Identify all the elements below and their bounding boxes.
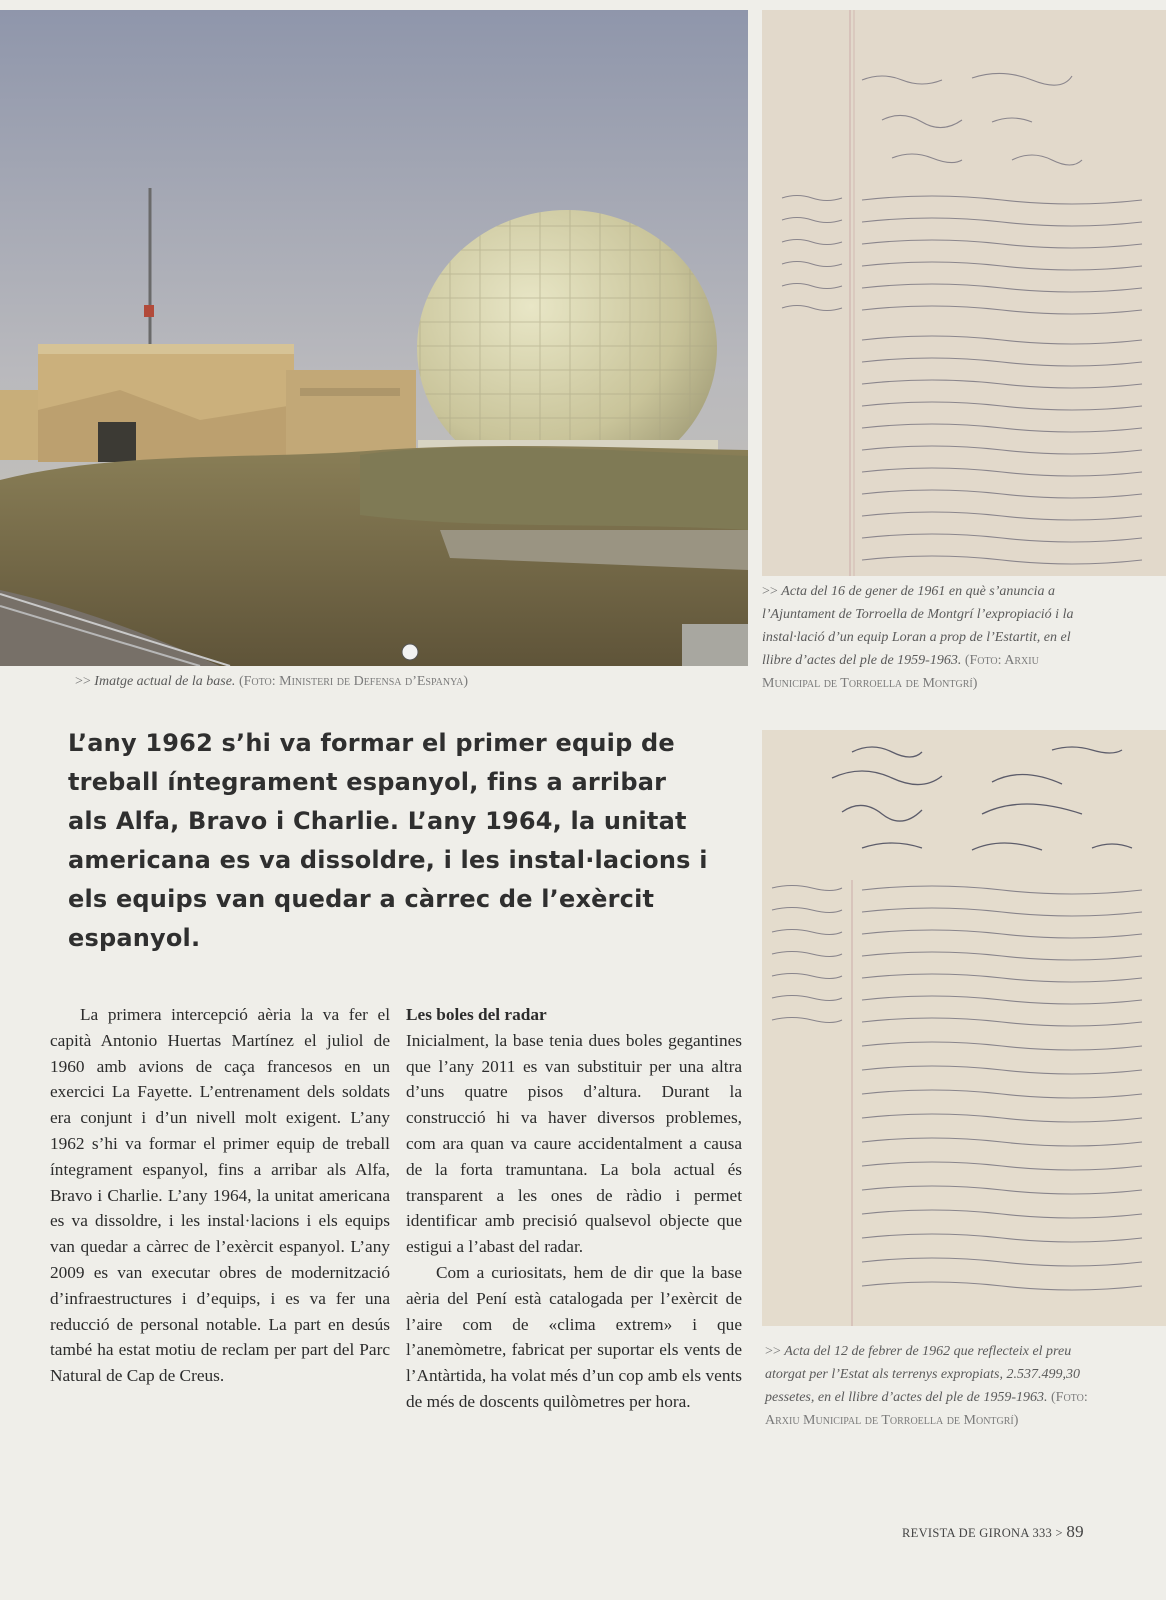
photo-credit: (Foto: Ministeri de Defensa d’Espanya) [238, 674, 469, 689]
caption-text: Acta del 16 de gener de 1961 en què s’anuncia a l’Ajuntament de Torroella de Montgrí l’expropiació i la instal·lació d’un equip Loran a prop de l’Estartit, en el llibre d’actes del ple de 1959-1963. [762, 584, 1074, 668]
caption-arrow: >> [75, 674, 91, 689]
page-footer [902, 1522, 1084, 1542]
section-heading: Les boles del radar [406, 1005, 547, 1024]
caption-arrow: >> [765, 1344, 781, 1359]
caption-text: Acta del 12 de febrer de 1962 que reflecteix el preu atorgat per l’Estat als terrenys expropiats, 2.537.499,30 pessetes, en el llibre d’actes del ple de 1959-1963. [765, 1344, 1080, 1405]
article-column-right [406, 1002, 742, 1415]
article-column-left [50, 1002, 390, 1389]
document-2-caption [765, 1340, 1095, 1432]
magazine-name: REVISTA DE GIRONA 333 > [902, 1526, 1063, 1540]
radar-base-photo [0, 10, 748, 666]
page-number: 89 [1066, 1522, 1084, 1541]
archive-document-photo [762, 10, 1166, 576]
body-paragraph: Com a curiositats, hem de dir que la base aèria del Pení està catalogada per l’exèrcit de l’aire com de «clima extrem» i que l’anemòmetre, fabricat per suportar els vents de l’Antàrtida, ha volat més d’un cop amb els vents de més de doscents quilòmetres per hora. [406, 1262, 742, 1411]
photo-credit: (Foto: Arxiu Municipal de Torroella de Montgrí) [765, 1390, 1088, 1428]
photo-credit: (Foto: Arxiu Municipal de Torroella de Montgrí) [762, 653, 1039, 691]
archive-document-photo [762, 730, 1166, 1326]
caption-text: Imatge actual de la base. [94, 674, 236, 689]
pull-quote: L’any 1962 s’hi va formar el primer equip de treball íntegrament espanyol, fins a arribar als Alfa, Bravo i Charlie. L’any 1964, la unitat americana es va dissoldre, i les instal·lacions i els equips van quedar a càrrec de l’exèrcit espanyol. [68, 729, 708, 952]
caption-arrow: >> [762, 584, 778, 599]
body-paragraph: La primera intercepció aèria la va fer el capità Antonio Huertas Martínez el juliol de 1960 amb avions de caça francesos en un exercici La Fayette. L’entrenament dels soldats era conjunt i d’un nivell molt exigent. L’any 1962 s’hi va formar el primer equip de treball íntegrament espanyol, fins a arribar als Alfa, Bravo i Charlie. L’any 1964, la unitat americana es va dissoldre, i les instal·lacions i els equips van quedar a càrrec de l’exèrcit espanyol. L’any 2009 es van executar obres de modernització d’infraestructures i d’equips, i es va fer una reducció de personal notable. La part en desús també ha estat motiu de reclam per part del Parc Natural de Cap de Creus. [50, 1005, 390, 1386]
main-photo-caption [75, 670, 715, 693]
document-1-caption [762, 580, 1092, 695]
body-paragraph: Inicialment, la base tenia dues boles gegantines que l’any 2011 es van substituir per una altra d’uns quatre pisos d’altura. Durant la construcció hi va haver diversos problemes, com ara quan va caure accidentalment a causa de la forta tramuntana. La bola actual és transparent a les ones de ràdio i permet identificar amb precisió qualsevol objecte que estigui a l’abast del radar. [406, 1030, 742, 1257]
